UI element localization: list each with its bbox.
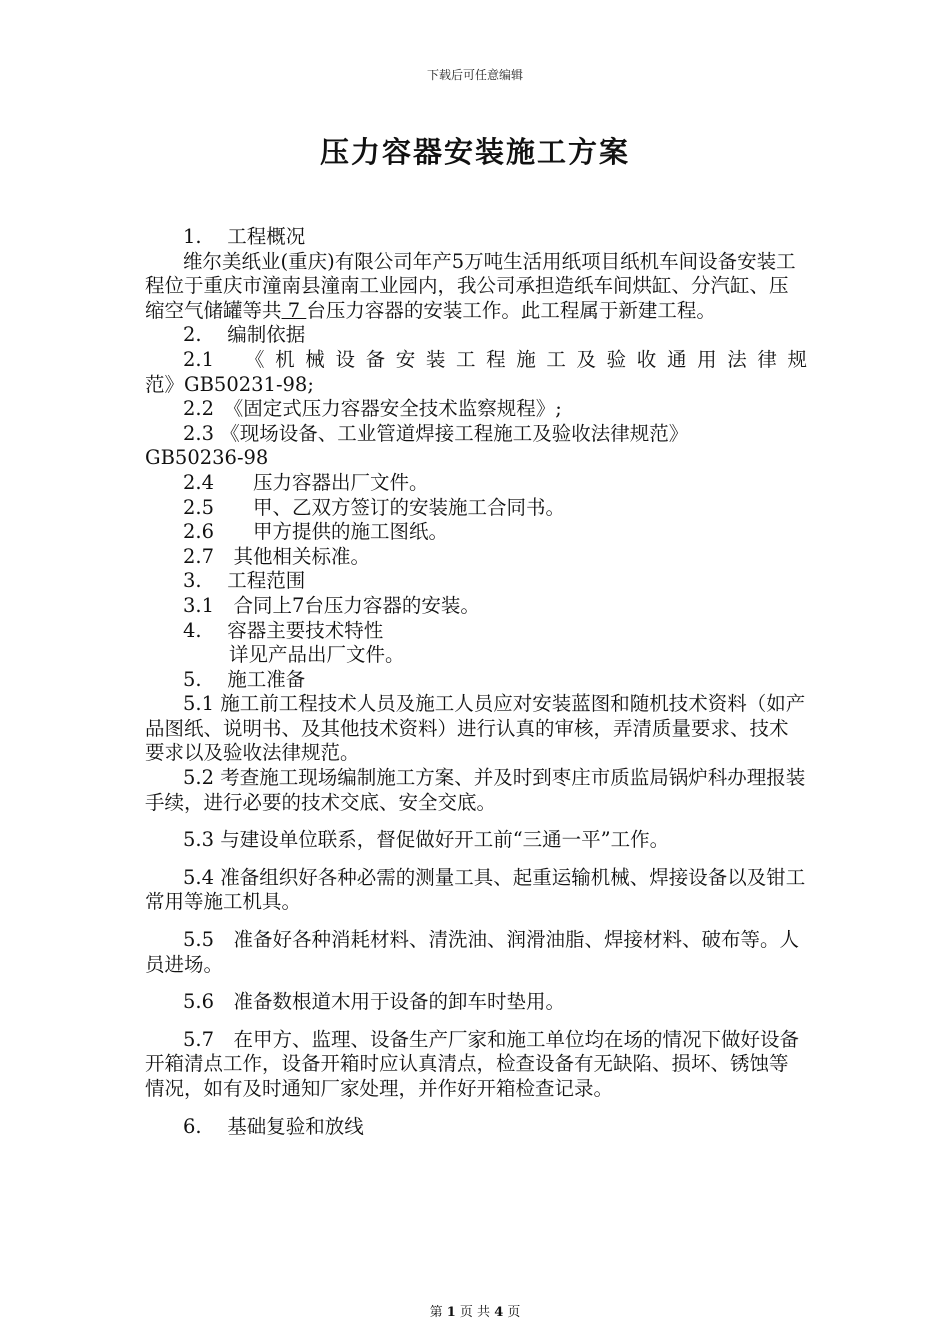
prep-5-1: 5.1 施工前工程技术人员及施工人员应对安装蓝图和随机技术资料（如产品图纸、说明书、及其他技术资料）进行认真的审核，弄清质量要求、技术要求以及验收法律规范。 [145, 692, 806, 765]
ref-2-1-cont: 范》GB50231-98; [145, 372, 314, 396]
section-1-heading: 1. 工程概况 [183, 225, 306, 248]
prep-5-3: 5.3 与建设单位联系，督促做好开工前“三通一平”工作。 [183, 828, 670, 852]
ref-2-1: 2.1 《机械设备安装工程施工及验收通用法律规 [183, 347, 807, 371]
section-4-body: 详见产品出厂文件。 [229, 643, 405, 667]
section-1-text: 维尔美纸业(重庆)有限公司年产5万吨生活用纸项目纸机车间设备安装工程位于重庆市潼南县潼南工业园内，我公司承担造纸车间烘缸、分汽缸、压缩空气储罐等共 [145, 249, 796, 322]
page-footer [0, 1301, 950, 1320]
section-5-heading: 5. 施工准备 [183, 667, 306, 691]
section-3-heading: 3. 工程范围 [183, 569, 306, 593]
section-4-heading: 4. 容器主要技术特性 [183, 618, 384, 642]
footer-total-pages: 4 [494, 1305, 504, 1320]
footer-page-number: 1 [446, 1305, 456, 1320]
prep-5-7: 5.7 在甲方、监理、设备生产厂家和施工单位均在场的情况下做好设备开箱清点工作，设备开箱时应认真清点，检查设备有无缺陷、损坏、锈蚀等情况，如有及时通知厂家处理，并作好开箱检查记录。 [145, 1027, 800, 1100]
footer-suffix: 页 [507, 1305, 521, 1320]
ref-2-3: 2.3 《现场设备、工业管道焊接工程施工及验收法律规范》 [183, 421, 689, 445]
page-header: 下载后可任意编辑 [426, 68, 523, 82]
container-count: 7 [281, 298, 307, 322]
ref-2-5: 2.5 甲、乙双方签订的安装施工合同书。 [183, 495, 566, 519]
ref-2-2: 2.2 《固定式压力容器安全技术监察规程》; [183, 397, 562, 421]
section-1-text-end: 台压力容器的安装工作。此工程属于新建工程。 [306, 298, 716, 322]
section-1-body [145, 250, 807, 324]
ref-2-6: 2.6 甲方提供的施工图纸。 [183, 520, 449, 544]
section-2-heading: 2. 编制依据 [183, 323, 306, 347]
scope-3-1: 3.1 合同上7台压力容器的安装。 [183, 593, 480, 617]
document-title: 压力容器安装施工方案 [319, 135, 630, 169]
ref-2-7: 2.7 其他相关标准。 [183, 544, 371, 568]
section-6-heading: 6. 基础复验和放线 [183, 1114, 364, 1138]
prep-5-5: 5.5 准备好各种消耗材料、清洗油、润滑油脂、焊接材料、破布等。人员进场。 [145, 928, 800, 976]
prep-5-6: 5.6 准备数根道木用于设备的卸车时垫用。 [183, 990, 566, 1014]
document-body [145, 225, 807, 1139]
prep-5-2: 5.2 考查施工现场编制施工方案、并及时到枣庄市质监局锅炉科办理报装手续，进行必要的技术交底、安全交底。 [145, 766, 806, 814]
footer-prefix: 第 [429, 1305, 443, 1320]
ref-2-3-cont: GB50236-98 [145, 446, 269, 470]
footer-mid: 页 共 [459, 1305, 491, 1320]
prep-5-4: 5.4 准备组织好各种必需的测量工具、起重运输机械、焊接设备以及钳工常用等施工机具。 [145, 865, 806, 914]
ref-2-4: 2.4 压力容器出厂文件。 [183, 470, 429, 494]
